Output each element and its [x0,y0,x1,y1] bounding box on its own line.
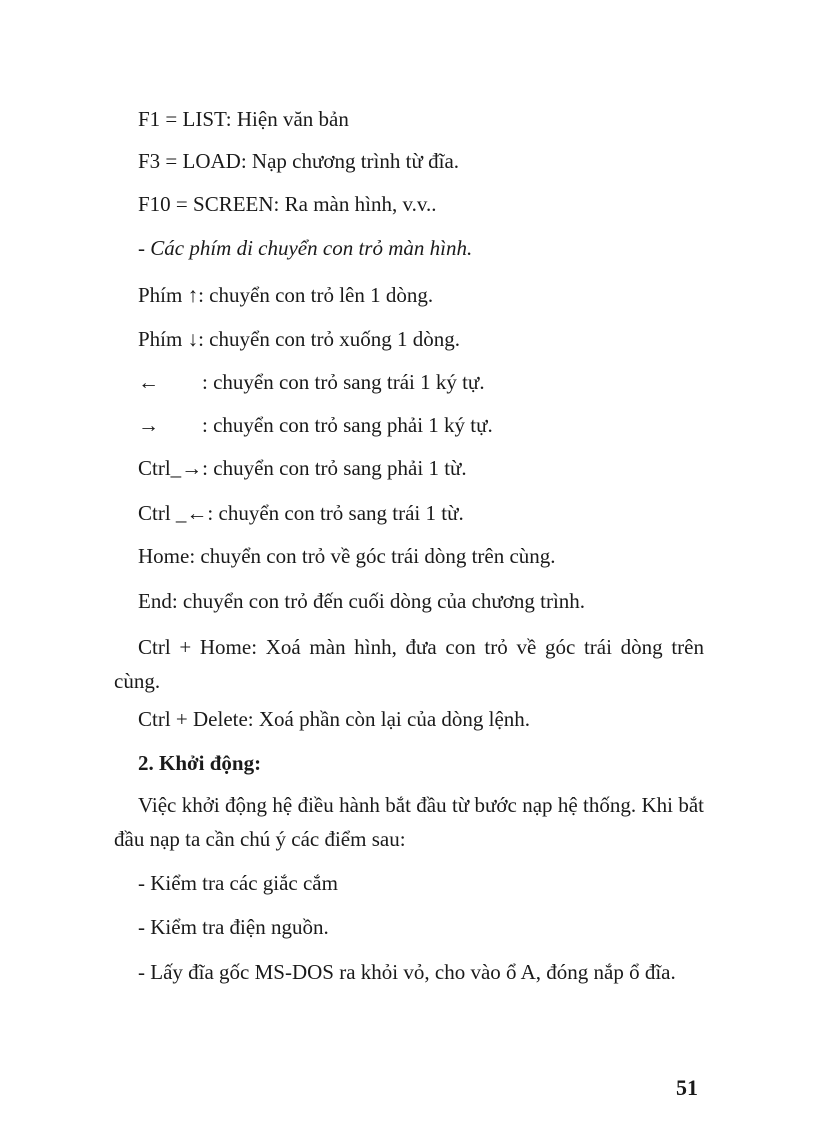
text-line-end: End: chuyển con trỏ đến cuối dòng của chương trình. [138,589,586,613]
text-line-ctrl-right: Ctrl_→: chuyển con trỏ sang phải 1 từ. [138,456,467,480]
left-arrow-icon: ← [138,370,159,394]
bullet-check-power: - Kiểm tra điện nguồn. [138,915,329,939]
right-arrow-icon: → [138,413,159,437]
paragraph-ctrl-home: Ctrl + Home: Xoá màn hình, đưa con trỏ về góc trái dòng trên cùng. [114,635,704,693]
paragraph-startup-intro: Việc khởi động hệ điều hành bắt đầu từ bước nạp hệ thống. Khi bắt đầu nạp ta cần chú ý các điểm sau: [114,793,704,851]
page-number: 51 [676,1075,698,1100]
paragraph-insert-disk: - Lấy đĩa gốc MS-DOS ra khỏi vỏ, cho vào ổ A, đóng nắp ổ đĩa. [138,960,676,984]
text-line-right-arrow [138,412,493,438]
text-line-ctrl-delete: Ctrl + Delete: Xoá phần còn lại của dòng lệnh. [138,707,531,731]
text-line-f3: F3 = LOAD: Nạp chương trình từ đĩa. [138,149,460,173]
text-line-down-key: Phím ↓: chuyển con trỏ xuống 1 dòng. [138,327,460,351]
text-line-ctrl-left: Ctrl _←: chuyển con trỏ sang trái 1 từ. [138,501,464,525]
left-arrow-description: : chuyển con trỏ sang trái 1 ký tự. [202,370,485,394]
right-arrow-description: : chuyển con trỏ sang phải 1 ký tự. [202,413,493,437]
text-line-left-arrow [138,369,485,395]
text-line-home: Home: chuyển con trỏ về góc trái dòng trên cùng. [138,544,556,568]
text-line-f1: F1 = LIST: Hiện văn bản [138,107,349,131]
text-line-up-key: Phím ↑: chuyển con trỏ lên 1 dòng. [138,283,434,307]
bullet-check-connectors: - Kiểm tra các giắc cắm [138,871,338,895]
section-heading-startup: 2. Khởi động: [138,751,262,775]
section-note-cursor-keys: - Các phím di chuyển con trỏ màn hình. [138,236,473,260]
text-line-f10: F10 = SCREEN: Ra màn hình, v.v.. [138,192,437,216]
